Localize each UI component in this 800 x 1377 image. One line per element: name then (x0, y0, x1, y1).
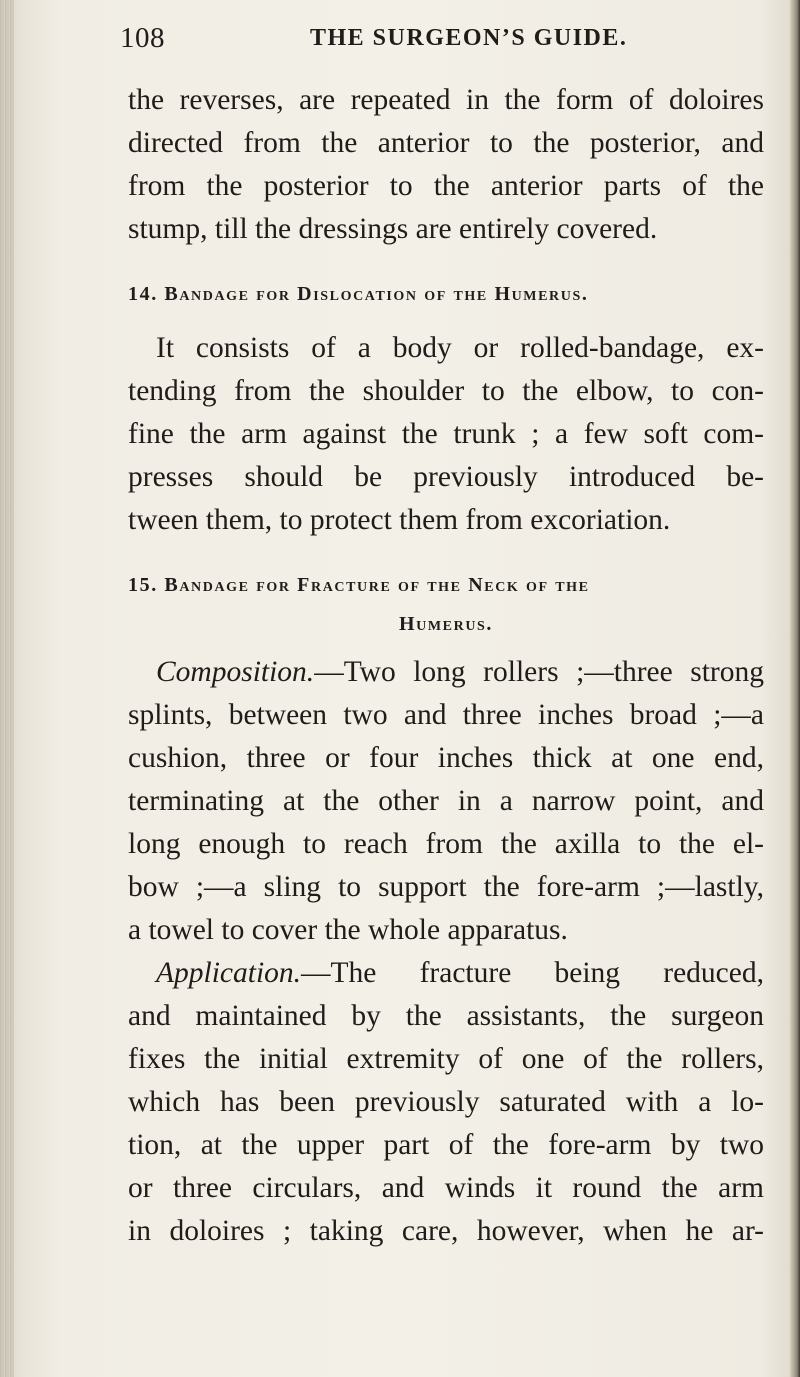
section-heading-14: 14. Bandage for Dislocation of the Humerus. (128, 283, 589, 305)
text-line: presses should be previously introduced be- (128, 461, 764, 493)
text-line: tending from the shoulder to the elbow, to con- (128, 375, 764, 407)
application-first-rest: —The fracture being reduced, (301, 957, 764, 989)
text-line: fine the arm against the trunk ; a few soft com- (128, 418, 764, 450)
text-line: fixes the initial extremity of one of the rollers, (128, 1043, 764, 1075)
composition-first-line (128, 651, 764, 695)
composition-label: Composition. (156, 656, 315, 688)
text-line: stump, till the dressings are entirely covered. (128, 213, 658, 245)
text-line: in doloires ; taking care, however, when he ar- (128, 1215, 764, 1247)
text-line: and maintained by the assistants, the surgeon (128, 1000, 764, 1032)
text-line: It consists of a body or rolled-bandage, ex- (156, 332, 764, 364)
text-line: the reverses, are repeated in the form of doloires (128, 84, 764, 116)
text-line: which has been previously saturated with a lo- (128, 1086, 764, 1118)
application-label: Application. (156, 957, 302, 989)
section-heading-15: 15. Bandage for Fracture of the Neck of the (128, 574, 590, 596)
text-line: a towel to cover the whole apparatus. (128, 914, 568, 946)
text-line: from the posterior to the anterior parts of the (128, 170, 764, 202)
running-title: THE SURGEON’S GUIDE. (310, 25, 628, 51)
text-line: splints, between two and three inches broad ;—a (128, 699, 764, 731)
page-edge-shadow (790, 0, 800, 1377)
text-line: terminating at the other in a narrow point, and (128, 785, 764, 817)
application-first-line (128, 952, 764, 996)
text-line: tion, at the upper part of the fore-arm by two (128, 1129, 764, 1161)
text-line: cushion, three or four inches thick at one end, (128, 742, 764, 774)
page-header (120, 22, 760, 62)
text-line: bow ;—a sling to support the fore-arm ;—lastly, (128, 871, 764, 903)
section-heading-15-cont: Humerus. (398, 613, 494, 635)
text-line: long enough to reach from the axilla to the el- (128, 828, 764, 860)
composition-first-rest: —Two long rollers ;—three strong (314, 656, 764, 688)
page-number: 108 (120, 22, 165, 54)
text-line: or three circulars, and winds it round the arm (128, 1172, 764, 1204)
text-line: tween them, to protect them from excoriation. (128, 504, 671, 536)
page-gutter-shadow (0, 0, 14, 1377)
text-line: directed from the anterior to the posterior, and (128, 127, 764, 159)
